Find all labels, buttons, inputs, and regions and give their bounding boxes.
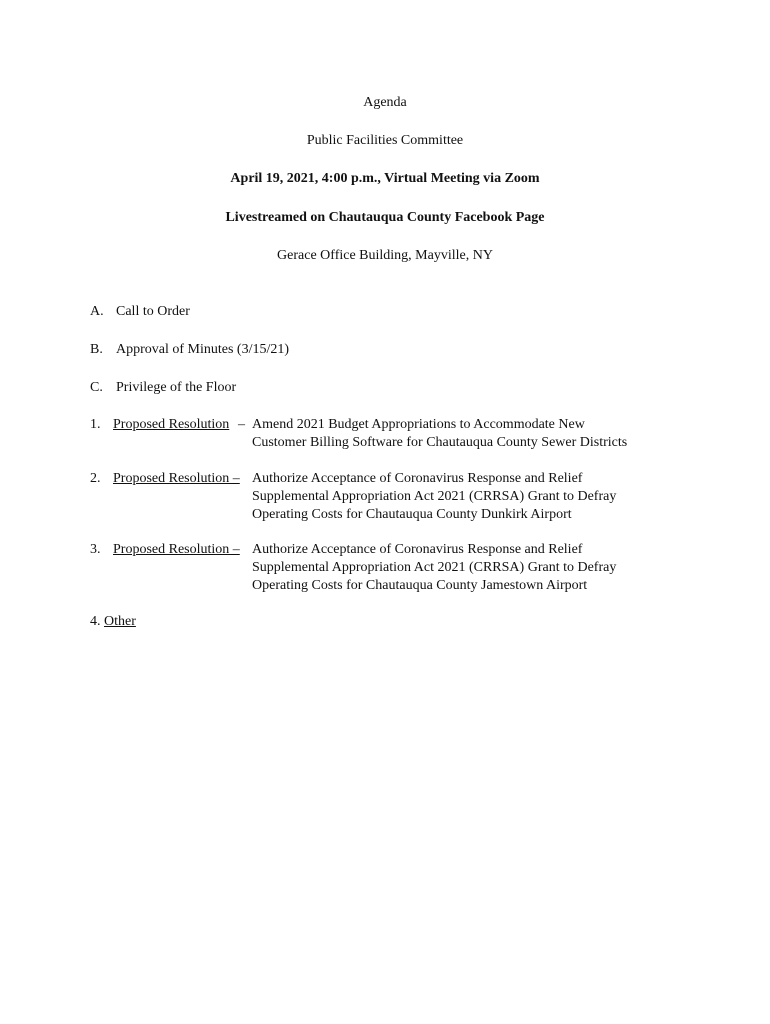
other-number: 4. xyxy=(90,614,101,629)
document-title: Agenda xyxy=(363,95,407,110)
meeting-date-line: April 19, 2021, 4:00 p.m., Virtual Meeting via Zoom xyxy=(230,171,540,186)
livestream-line: Livestreamed on Chautauqua County Facebook Page xyxy=(225,210,545,225)
resolution-description-line: Operating Costs for Chautauqua County Jamestown Airport xyxy=(252,578,588,593)
resolution-description-line: Supplemental Appropriation Act 2021 (CRRSA) Grant to Defray xyxy=(252,560,617,575)
resolution-number: 1. xyxy=(90,417,101,432)
agenda-item-other xyxy=(90,613,136,631)
resolution-number: 2. xyxy=(90,471,101,486)
other-label: Other xyxy=(104,614,136,629)
committee-name: Public Facilities Committee xyxy=(306,133,464,148)
agenda-item-call-to-order xyxy=(90,303,190,321)
resolution-label: Proposed Resolution – xyxy=(113,542,240,557)
resolution-description-line: Amend 2021 Budget Appropriations to Accommodate New xyxy=(252,417,585,432)
resolution-label: Proposed Resolution – xyxy=(113,471,240,486)
agenda-item-text: Approval of Minutes (3/15/21) xyxy=(116,342,290,357)
resolution-description-line: Authorize Acceptance of Coronavirus Response and Relief xyxy=(252,542,583,557)
meeting-location: Gerace Office Building, Mayville, NY xyxy=(277,248,493,263)
resolution-separator: – xyxy=(238,417,245,432)
resolution-description-line: Customer Billing Software for Chautauqua County Sewer Districts xyxy=(252,435,628,450)
agenda-item-privilege-of-floor xyxy=(90,379,236,397)
agenda-item-letter: C. xyxy=(90,380,103,395)
resolution-label: Proposed Resolution xyxy=(113,417,230,432)
resolution-number: 3. xyxy=(90,542,101,557)
agenda-item-letter: A. xyxy=(90,304,104,319)
agenda-item-letter: B. xyxy=(90,342,103,357)
agenda-item-approval-of-minutes xyxy=(90,341,289,359)
resolution-description-line: Operating Costs for Chautauqua County Dunkirk Airport xyxy=(252,507,572,522)
agenda-item-text: Privilege of the Floor xyxy=(116,380,237,395)
resolution-description-line: Supplemental Appropriation Act 2021 (CRRSA) Grant to Defray xyxy=(252,489,617,504)
agenda-item-text: Call to Order xyxy=(116,304,190,319)
resolution-description-line: Authorize Acceptance of Coronavirus Response and Relief xyxy=(252,471,583,486)
